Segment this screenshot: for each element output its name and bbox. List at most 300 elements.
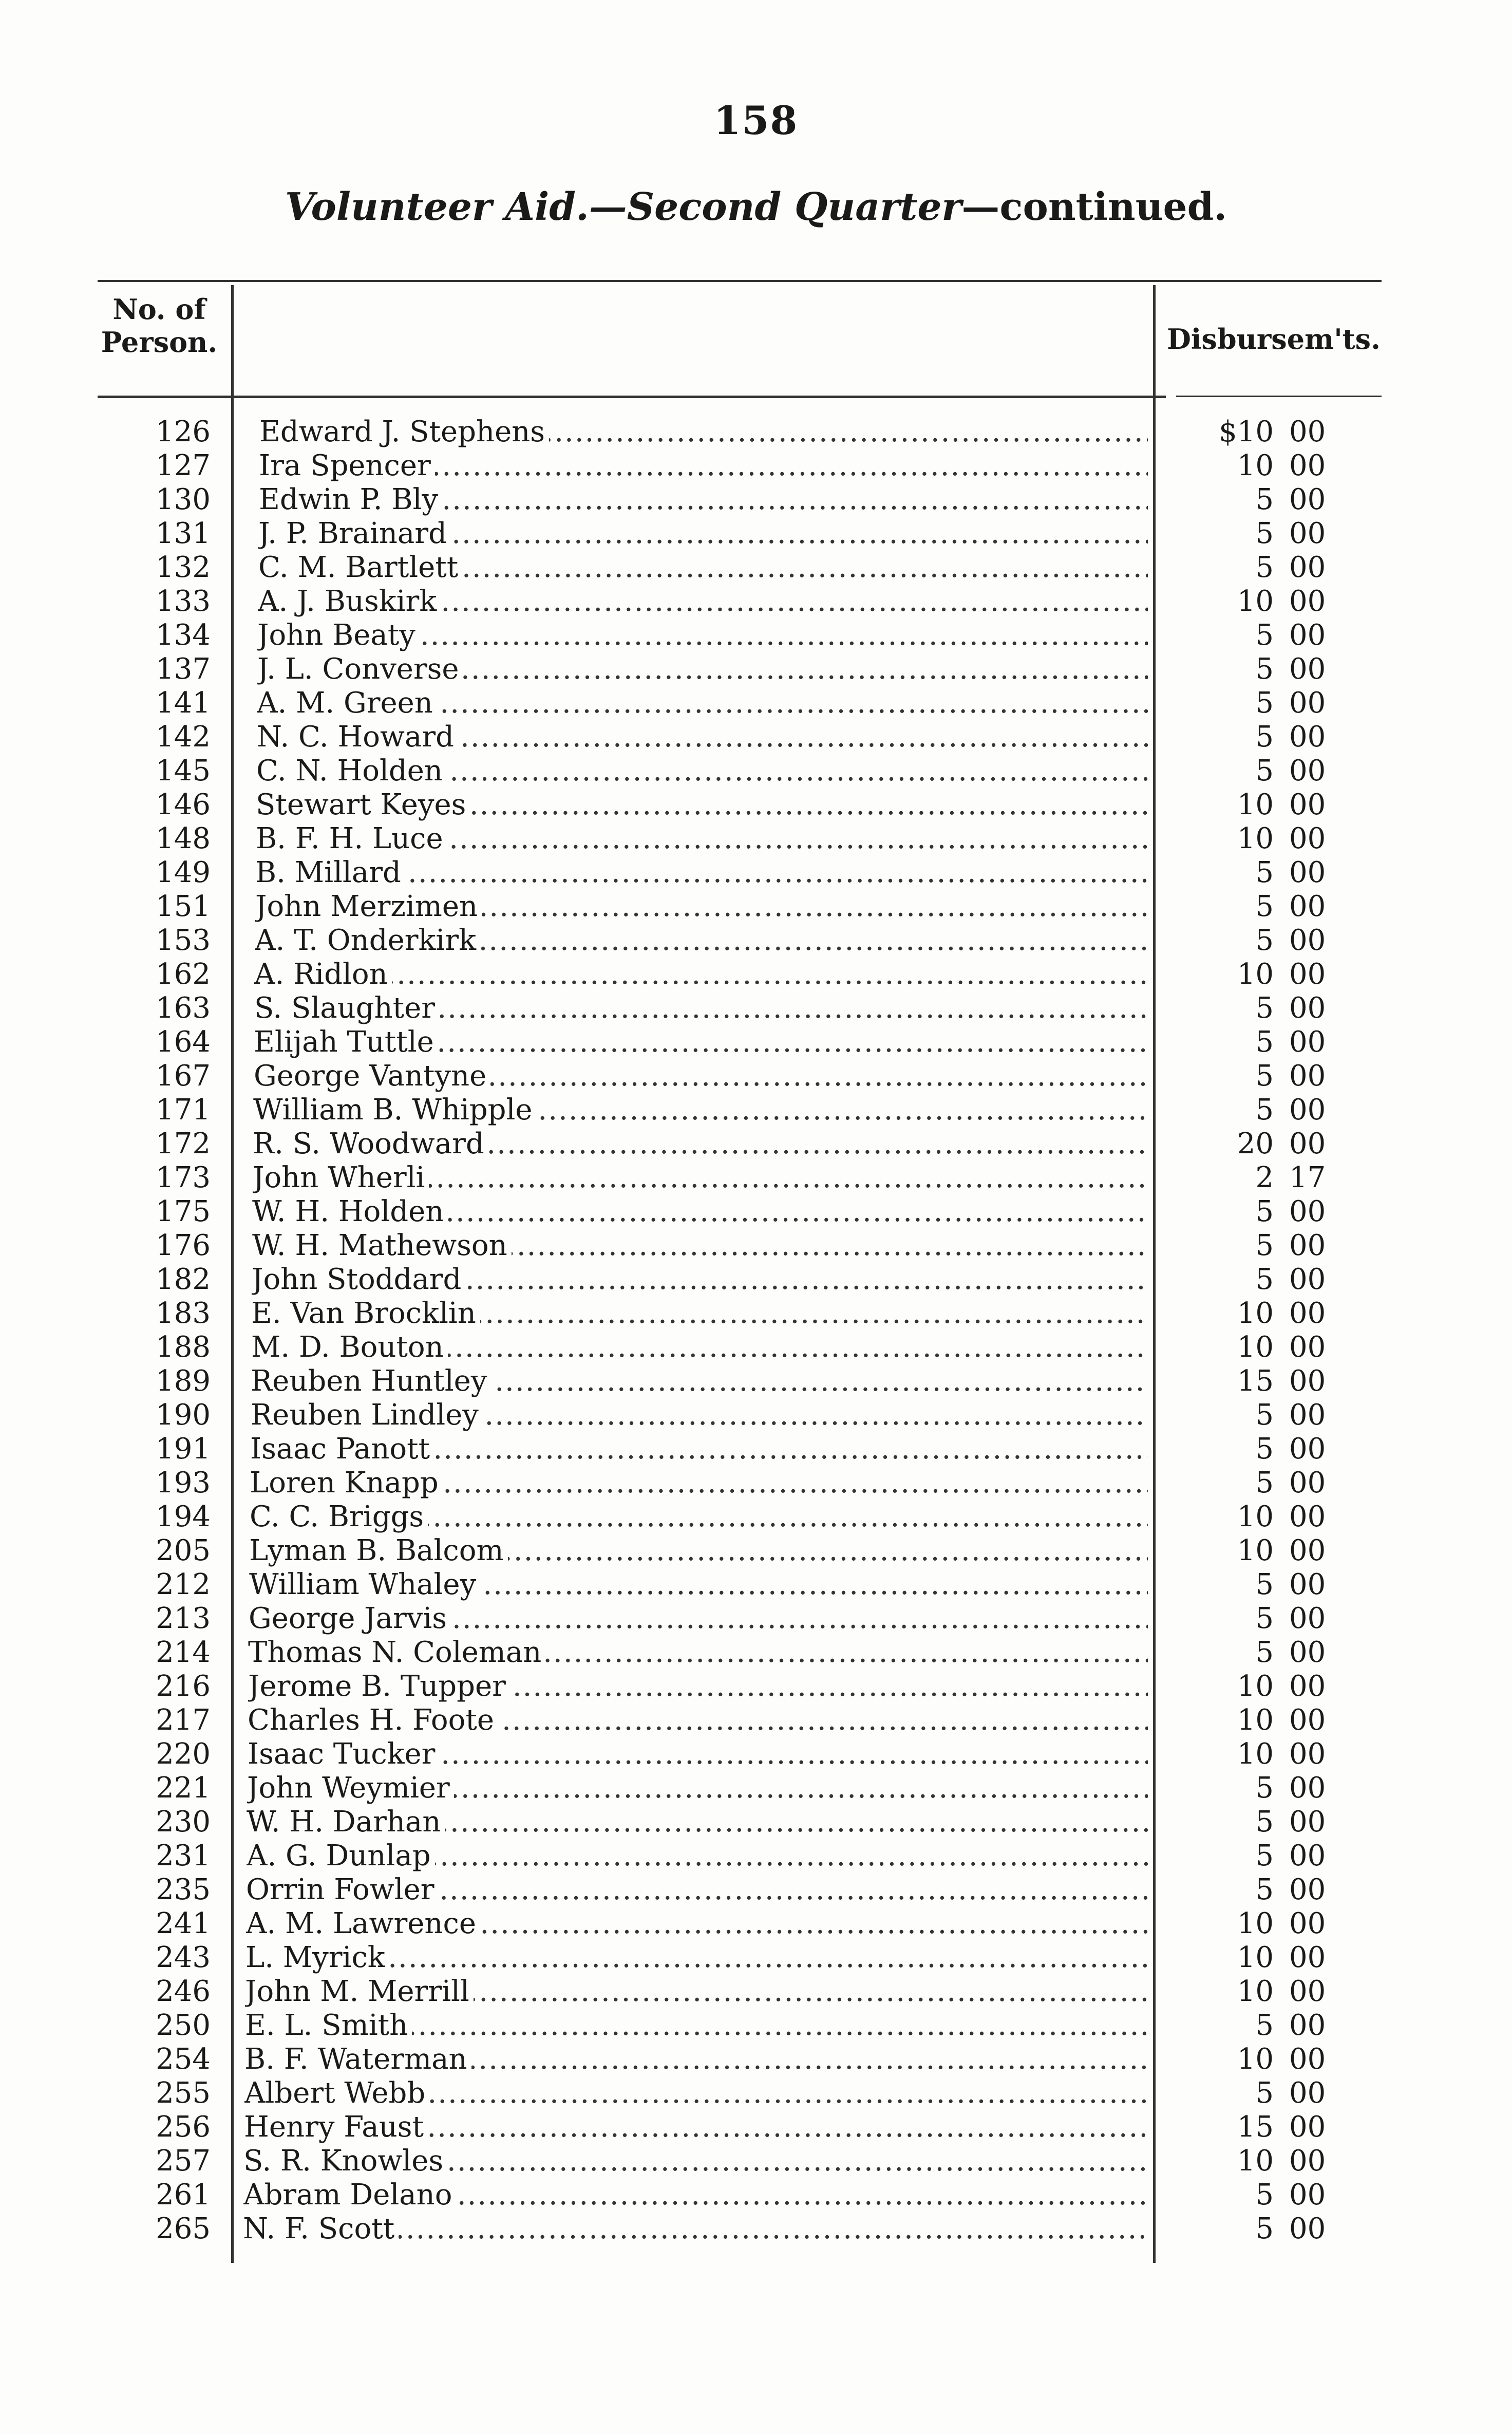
person-name: [255, 924, 1148, 958]
amount-cents: 00: [1289, 585, 1326, 618]
person-number: 189: [156, 1364, 211, 1398]
amount-dollars: 5: [1255, 1873, 1274, 1906]
table-row: [0, 1907, 1512, 1941]
table-row: [0, 415, 1512, 449]
amount-dollars: 10: [1237, 1703, 1274, 1737]
person-name: [245, 2009, 1148, 2043]
person-number: 257: [156, 2144, 211, 2178]
amount-cents: 00: [1289, 1195, 1326, 1228]
disbursement-amount: [1207, 958, 1361, 991]
amount-dollars: 5: [1255, 2178, 1274, 2212]
table-row: [0, 2043, 1512, 2076]
person-number: 231: [156, 1839, 211, 1872]
amount-dollars: 5: [1255, 1229, 1274, 1262]
disbursement-amount: [1207, 822, 1361, 856]
person-name: [252, 1263, 1148, 1297]
amount-dollars: 5: [1255, 991, 1274, 1025]
table-row: [0, 1127, 1512, 1161]
person-name: [253, 1127, 1148, 1161]
person-name-text: W. H. Mathewson: [252, 1229, 512, 1262]
person-number: 256: [156, 2110, 211, 2144]
person-name-text: A. M. Green: [257, 686, 437, 720]
amount-dollars: 10: [1237, 449, 1274, 482]
person-name-text: Isaac Tucker: [248, 1737, 439, 1771]
person-name-text: R. S. Woodward: [253, 1127, 488, 1160]
person-name: [256, 822, 1148, 856]
amount-dollars: 20: [1237, 1127, 1274, 1160]
person-name: [250, 1466, 1148, 1500]
person-name-text: B. F. H. Luce: [256, 822, 447, 855]
amount-cents: 00: [1289, 1670, 1326, 1703]
person-name: [250, 1500, 1148, 1534]
person-number: 183: [156, 1297, 211, 1330]
person-name: [256, 788, 1148, 822]
person-name: [244, 2076, 1148, 2110]
amount-cents: 00: [1289, 1398, 1326, 1432]
person-number: 171: [156, 1093, 211, 1127]
amount-dollars: 5: [1255, 1398, 1274, 1432]
person-name: [247, 1839, 1148, 1873]
person-name-text: Orrin Fowler: [246, 1873, 439, 1906]
amount-dollars: 10: [1237, 788, 1274, 821]
person-name-text: Reuben Huntley: [251, 1364, 491, 1398]
disbursement-amount: [1207, 1670, 1361, 1703]
person-number: 246: [156, 1975, 211, 2008]
table-row: [0, 1534, 1512, 1568]
table-row: [0, 1805, 1512, 1839]
person-name-text: C. C. Briggs: [250, 1500, 428, 1533]
amount-cents: 00: [1289, 788, 1326, 821]
amount-dollars: 10: [1237, 1331, 1274, 1364]
table-row: [0, 1331, 1512, 1364]
person-number: 142: [156, 720, 211, 754]
table-row: [0, 686, 1512, 720]
person-number: 176: [156, 1229, 211, 1262]
table-row: [0, 2076, 1512, 2110]
person-name-text: J. P. Brainard: [258, 517, 451, 550]
person-name: [251, 1297, 1148, 1331]
amount-cents: 00: [1289, 1297, 1326, 1330]
amount-dollars: 5: [1255, 720, 1274, 754]
disbursement-amount: [1207, 1636, 1361, 1670]
person-name: [245, 1941, 1148, 1975]
person-number: 241: [156, 1907, 211, 1940]
table-row: [0, 1432, 1512, 1466]
amount-cents: 00: [1289, 856, 1326, 889]
person-name: [244, 2110, 1148, 2144]
disbursement-amount: [1207, 1737, 1361, 1771]
header-top-rule: [98, 280, 1382, 282]
disbursement-amount: [1207, 2043, 1361, 2076]
person-name-text: N. C. Howard: [257, 720, 458, 754]
person-name-text: Thomas N. Coleman: [248, 1636, 545, 1669]
person-name-text: William Whaley: [249, 1568, 480, 1601]
disbursement-amount: [1207, 2009, 1361, 2043]
amount-cents: 00: [1289, 1941, 1326, 1974]
table-row: [0, 720, 1512, 754]
amount-cents: 00: [1289, 517, 1326, 550]
amount-dollars: 15: [1237, 2110, 1274, 2144]
person-name: [248, 1737, 1148, 1771]
person-name: [259, 483, 1148, 517]
amount-cents: 00: [1289, 720, 1326, 754]
disbursement-amount: [1207, 924, 1361, 958]
disbursement-amount: [1207, 1229, 1361, 1263]
person-name-text: William B. Whipple: [253, 1093, 537, 1127]
person-name: [254, 958, 1148, 991]
disbursement-amount: [1207, 619, 1361, 652]
table-row: [0, 1670, 1512, 1703]
person-number: 162: [156, 958, 211, 991]
amount-dollars: 2: [1255, 1161, 1274, 1194]
person-number: 243: [156, 1941, 211, 1974]
disbursement-amount: [1207, 686, 1361, 720]
header-number: [98, 293, 221, 359]
person-number: 153: [156, 924, 211, 957]
person-name: [258, 517, 1148, 551]
amount-dollars: 5: [1255, 890, 1274, 923]
header-disbursements: Disbursem'ts.: [1167, 323, 1381, 355]
person-name-text: Loren Knapp: [250, 1466, 443, 1500]
person-number: 220: [156, 1737, 211, 1771]
person-name-text: John M. Merrill: [245, 1975, 474, 2008]
table-row: [0, 1771, 1512, 1805]
table-row: [0, 1466, 1512, 1500]
amount-cents: 00: [1289, 822, 1326, 855]
disbursement-amount: [1207, 517, 1361, 551]
disbursement-amount: [1207, 1025, 1361, 1059]
amount-cents: 00: [1289, 1737, 1326, 1771]
amount-dollars: 5: [1255, 551, 1274, 584]
disbursement-amount: [1207, 1127, 1361, 1161]
person-name: [257, 686, 1148, 720]
title-continued: —continued.: [961, 185, 1227, 229]
person-number: 131: [156, 517, 211, 550]
amount-dollars: 5: [1255, 1805, 1274, 1839]
amount-cents: 00: [1289, 1534, 1326, 1567]
table-row: [0, 1839, 1512, 1873]
person-number: 172: [156, 1127, 211, 1160]
disbursement-amount: [1207, 1703, 1361, 1737]
table-row: [0, 1636, 1512, 1670]
amount-dollars: 5: [1255, 2009, 1274, 2042]
person-number: 132: [156, 551, 211, 584]
disbursement-amount: [1207, 551, 1361, 585]
amount-cents: 00: [1289, 2076, 1326, 2110]
header-bottom-rule: [98, 396, 1166, 398]
disbursement-amount: [1207, 1907, 1361, 1941]
disbursement-amount: [1207, 1093, 1361, 1127]
amount-cents: 00: [1289, 1432, 1326, 1466]
table-row: [0, 1500, 1512, 1534]
table-row: [0, 2178, 1512, 2212]
amount-cents: 00: [1289, 2043, 1326, 2076]
person-number: 250: [156, 2009, 211, 2042]
amount-cents: 00: [1289, 686, 1326, 720]
table-row: [0, 856, 1512, 890]
person-name-text: Edward J. Stephens: [259, 415, 549, 448]
amount-dollars: 10: [1237, 2144, 1274, 2178]
table-row: [0, 754, 1512, 788]
amount-dollars: 10: [1237, 1670, 1274, 1703]
amount-cents: 17: [1289, 1161, 1326, 1194]
table-row: [0, 652, 1512, 686]
disbursement-amount: [1207, 483, 1361, 517]
disbursement-amount: [1207, 1534, 1361, 1568]
amount-cents: 00: [1289, 551, 1326, 584]
amount-dollars: 5: [1255, 1568, 1274, 1601]
person-number: 261: [156, 2178, 211, 2212]
amount-dollars: 10: [1237, 1534, 1274, 1567]
table-row: [0, 2110, 1512, 2144]
disbursement-amount: [1207, 1398, 1361, 1432]
amount-dollars: 5: [1255, 483, 1274, 516]
disbursement-amount: [1207, 1805, 1361, 1839]
person-number: 212: [156, 1568, 211, 1601]
person-name-text: N. F. Scott: [243, 2212, 399, 2245]
table-row: [0, 1093, 1512, 1127]
person-name-text: Stewart Keyes: [256, 788, 470, 821]
disbursement-amount: [1207, 585, 1361, 619]
amount-cents: 00: [1289, 1263, 1326, 1296]
amount-cents: 00: [1289, 483, 1326, 516]
amount-cents: 00: [1289, 1703, 1326, 1737]
amount-dollars: 10: [1237, 1500, 1274, 1533]
person-number: 230: [156, 1805, 211, 1839]
person-name-text: A. J. Buskirk: [258, 585, 441, 618]
person-name-text: Charles H. Foote: [248, 1703, 498, 1737]
person-number: 127: [156, 449, 211, 482]
amount-cents: 00: [1289, 619, 1326, 652]
amount-dollars: 5: [1255, 686, 1274, 720]
person-number: 149: [156, 856, 211, 889]
person-name: [251, 1364, 1148, 1398]
person-name: [257, 652, 1148, 686]
person-number: 214: [156, 1636, 211, 1669]
amount-dollars: 5: [1255, 2212, 1274, 2245]
amount-dollars: 10: [1237, 2043, 1274, 2076]
table-row: [0, 1568, 1512, 1602]
person-name: [243, 2144, 1148, 2178]
amount-cents: 00: [1289, 1093, 1326, 1127]
person-name-text: John Beaty: [257, 619, 420, 652]
person-name: [258, 585, 1148, 619]
person-name: [251, 1331, 1148, 1364]
person-name-text: A. M. Lawrence: [246, 1907, 480, 1940]
amount-cents: 00: [1289, 1331, 1326, 1364]
person-name-text: A. Ridlon: [254, 958, 392, 991]
person-name-text: A. T. Onderkirk: [255, 924, 480, 957]
person-name-text: John Merzimen: [255, 890, 482, 923]
person-name-text: B. F. Waterman: [244, 2043, 471, 2076]
person-number: 146: [156, 788, 211, 821]
amount-dollars: 5: [1255, 652, 1274, 686]
person-name-text: Elijah Tuttle: [254, 1025, 438, 1059]
amount-dollars: 5: [1255, 1636, 1274, 1669]
person-number: 265: [156, 2212, 211, 2245]
disbursement-amount: [1207, 890, 1361, 924]
amount-cents: 00: [1289, 1025, 1326, 1059]
disbursement-amount: [1207, 1975, 1361, 2009]
disbursement-amount: [1207, 1602, 1361, 1636]
person-number: 188: [156, 1331, 211, 1364]
person-number: 151: [156, 890, 211, 923]
person-name-text: Albert Webb: [244, 2076, 429, 2110]
disbursement-amount: [1207, 1263, 1361, 1297]
table-row: [0, 1703, 1512, 1737]
amount-dollars: 5: [1255, 924, 1274, 957]
person-name: [254, 1025, 1148, 1059]
person-name: [249, 1568, 1148, 1602]
person-name-text: C. N. Holden: [256, 754, 447, 788]
person-number: 205: [156, 1534, 211, 1567]
disbursement-amount: [1207, 652, 1361, 686]
disbursement-amount: [1207, 1059, 1361, 1093]
person-name: [254, 991, 1148, 1025]
table-row: [0, 449, 1512, 483]
person-number: 175: [156, 1195, 211, 1228]
person-number: 134: [156, 619, 211, 652]
person-name: [244, 2043, 1148, 2076]
disbursement-amount: [1207, 1195, 1361, 1229]
person-number: 235: [156, 1873, 211, 1906]
person-name: [248, 1670, 1148, 1703]
person-name: [251, 1398, 1148, 1432]
amount-cents: 00: [1289, 2144, 1326, 2178]
person-name-text: W. H. Darhan: [247, 1805, 445, 1839]
person-number: 167: [156, 1059, 211, 1093]
amount-cents: 00: [1289, 890, 1326, 923]
amount-dollars: 10: [1237, 1297, 1274, 1330]
amount-dollars: 5: [1255, 1025, 1274, 1059]
person-number: 148: [156, 822, 211, 855]
disbursement-amount: [1207, 2110, 1361, 2144]
disbursement-amount: [1207, 788, 1361, 822]
disbursement-amount: [1207, 754, 1361, 788]
amount-dollars: 5: [1255, 1093, 1274, 1127]
person-name-text: L. Myrick: [245, 1941, 389, 1974]
amount-cents: 00: [1289, 754, 1326, 788]
disbursement-amount: [1207, 1432, 1361, 1466]
table-row: [0, 1229, 1512, 1263]
amount-cents: 00: [1289, 1568, 1326, 1601]
amount-cents: 00: [1289, 1805, 1326, 1839]
table-row: [0, 1161, 1512, 1195]
person-name-text: S. R. Knowles: [243, 2144, 447, 2178]
person-name: [257, 619, 1148, 652]
person-name-text: M. D. Bouton: [251, 1331, 448, 1364]
amount-dollars: 5: [1255, 1059, 1274, 1093]
person-name-text: A. G. Dunlap: [247, 1839, 435, 1872]
amount-cents: 00: [1289, 924, 1326, 957]
amount-dollars: 10: [1237, 958, 1274, 991]
disbursement-amount: [1207, 1941, 1361, 1975]
table-row: [0, 1297, 1512, 1331]
amount-dollars: 10: [1237, 822, 1274, 855]
person-name: [253, 1161, 1148, 1195]
amount-cents: 00: [1289, 1500, 1326, 1533]
header-number-line2: Person.: [101, 326, 218, 359]
person-name: [249, 1602, 1148, 1636]
amount-cents: 00: [1289, 1059, 1326, 1093]
person-number: 193: [156, 1466, 211, 1500]
header-number-line1: No. of: [112, 293, 206, 326]
person-number: 194: [156, 1500, 211, 1533]
amount-dollars: 5: [1255, 619, 1274, 652]
disbursement-amount: [1207, 1364, 1361, 1398]
person-number: 190: [156, 1398, 211, 1432]
person-name-text: Abram Delano: [243, 2178, 456, 2212]
amount-dollars: $10: [1219, 415, 1274, 448]
disbursement-amount: [1207, 1568, 1361, 1602]
person-name: [255, 890, 1148, 924]
person-name: [256, 754, 1148, 788]
table-row: [0, 1059, 1512, 1093]
amount-cents: 00: [1289, 1229, 1326, 1262]
person-number: 133: [156, 585, 211, 618]
amount-cents: 00: [1289, 2212, 1326, 2245]
disbursement-amount: [1207, 856, 1361, 890]
disbursement-amount: [1207, 991, 1361, 1025]
disbursement-amount: [1207, 449, 1361, 483]
table-row: [0, 2144, 1512, 2178]
table-row: [0, 483, 1512, 517]
disbursement-amount: [1207, 1873, 1361, 1907]
table-row: [0, 822, 1512, 856]
page-number: 158: [713, 98, 799, 143]
person-name-text: E. Van Brocklin: [251, 1297, 480, 1330]
person-name-text: Isaac Panott: [250, 1432, 434, 1466]
table-row: [0, 585, 1512, 619]
person-number: 141: [156, 686, 211, 720]
person-name: [252, 1195, 1148, 1229]
person-name: [246, 1907, 1148, 1941]
person-name: [247, 1771, 1148, 1805]
person-name-text: C. M. Bartlett: [258, 551, 462, 584]
amount-cents: 00: [1289, 1127, 1326, 1160]
amount-dollars: 5: [1255, 1195, 1274, 1228]
header-bottom-rule-right: [1176, 396, 1382, 397]
table-row: [0, 517, 1512, 551]
amount-dollars: 5: [1255, 517, 1274, 550]
amount-cents: 00: [1289, 1364, 1326, 1398]
amount-cents: 00: [1289, 2110, 1326, 2144]
amount-cents: 00: [1289, 991, 1326, 1025]
person-number: 221: [156, 1771, 211, 1805]
amount-dollars: 5: [1255, 1602, 1274, 1635]
amount-cents: 00: [1289, 1771, 1326, 1805]
disbursement-amount: [1207, 1297, 1361, 1331]
table-row: [0, 1975, 1512, 2009]
person-name: [257, 720, 1148, 754]
person-name-text: W. H. Holden: [252, 1195, 448, 1228]
person-number: 164: [156, 1025, 211, 1059]
amount-cents: 00: [1289, 1907, 1326, 1940]
person-number: 216: [156, 1670, 211, 1703]
table-row: [0, 1398, 1512, 1432]
amount-dollars: 5: [1255, 2076, 1274, 2110]
amount-cents: 00: [1289, 449, 1326, 482]
person-name: [259, 415, 1148, 449]
amount-dollars: 10: [1237, 1941, 1274, 1974]
amount-cents: 00: [1289, 1873, 1326, 1906]
person-name: [248, 1636, 1148, 1670]
person-name-text: Jerome B. Tupper: [248, 1670, 510, 1703]
amount-cents: 00: [1289, 1839, 1326, 1872]
table-row: [0, 1602, 1512, 1636]
person-number: 163: [156, 991, 211, 1025]
person-number: 213: [156, 1602, 211, 1635]
